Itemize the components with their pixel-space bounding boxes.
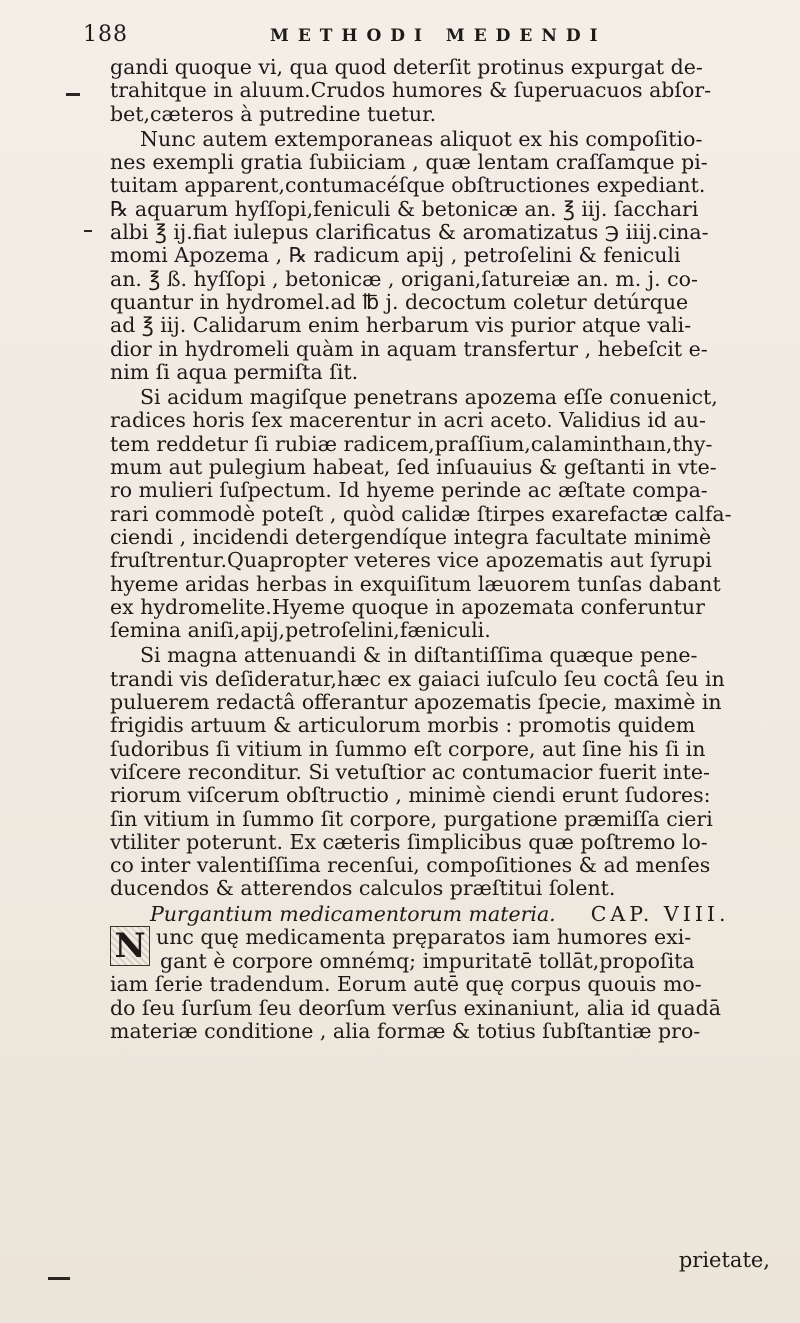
text-line: quantur in hydromel.ad ℔ j. decoctum coletur detúrque bbox=[110, 290, 689, 314]
text-line: ſin vitium in ſummo ſit corpore, purgatione præmiſſa cieri bbox=[110, 807, 713, 831]
text-line: ℞ aquarum hyſſopi,feniculi & betonicæ an. ℥ iij. ſacchari bbox=[110, 197, 699, 221]
text-line: gandi quoque vi, qua quod deterſit protinus expurgat de- bbox=[110, 56, 703, 79]
text-line: dior in hydromeli quàm in aquam transfertur , hebeſcit e- bbox=[110, 337, 708, 361]
text-line: ſudoribus ſi vitium in ſummo eſt corpore, aut ſine his ſi in bbox=[110, 737, 706, 761]
text-line: frigidis artuum & articulorum morbis : promotis quidem bbox=[110, 714, 696, 738]
text-line: ad ℥ iij. Calidarum enim herbarum vis purior atque vali- bbox=[110, 314, 692, 338]
chapter-heading: Purgantium medicamentorum materia. bbox=[150, 902, 556, 926]
text-line: Nunc autem extemporaneas aliquot ex his compoſitio- bbox=[140, 127, 703, 151]
drop-cap-initial: N bbox=[110, 926, 150, 966]
catchword: prietate, bbox=[678, 1248, 770, 1272]
text-line: Si magna attenuandi & in diſtantiſſima quæque pene- bbox=[140, 644, 698, 668]
text-line: ro mulieri ſuſpectum. Id hyeme perinde ac æſtate compa- bbox=[110, 479, 708, 503]
text-line: materiæ conditione , alia formæ & totius ſubſtantiæ pro- bbox=[110, 1019, 701, 1043]
text-line: nim ſi aqua permiſta ſit. bbox=[110, 360, 359, 384]
text-line: vtiliter poterunt. Ex cæteris ſimplicibus quæ poſtremo lo- bbox=[110, 830, 708, 854]
text-line: rari commodè poteſt , quòd calidæ ſtirpes exarefactæ calfa- bbox=[110, 502, 732, 526]
margin-dash-mark bbox=[84, 230, 92, 232]
text-line: ducendos & atterendos calculos præſtitui ſolent. bbox=[110, 877, 616, 901]
text-line: gant è corpore omnémq; impuritatē tollāt,propoſita bbox=[160, 949, 695, 973]
text-line: tem reddetur ſi rubiæ radicem,praſſium,calaminthaın,thy- bbox=[110, 432, 713, 456]
main-text bbox=[110, 56, 790, 1043]
text-line: do ſeu ſurſum ſeu deorſum verſus exinaniunt, alia id quadā bbox=[110, 996, 721, 1020]
text-line: viſcere reconditur. Si vetuſtior ac contumacior fuerit inte- bbox=[110, 760, 710, 784]
text-line: radices horis ſex macerentur in acri aceto. Validius id au- bbox=[110, 409, 706, 433]
text-line: bet,cæteros à putredine tuetur. bbox=[110, 102, 437, 126]
text-line: riorum viſcerum obſtructio , minimè ciendi erunt ſudores: bbox=[110, 784, 711, 808]
text-line: momi Apozema , ℞ radicum apij , petroſelini & feniculi bbox=[110, 244, 681, 268]
text-line: co inter valentiſſima recenſui, compoſitiones & ad menſes bbox=[110, 854, 711, 878]
text-line: tuitam apparent,contumacéſque obſtructiones expediant. bbox=[110, 174, 706, 198]
text-line: Si acidum magiſque penetrans apozema eſſe conuenict, bbox=[140, 386, 718, 410]
text-line: fruſtrentur.Quapropter veteres vice apozematis aut ſyrupi bbox=[110, 549, 712, 573]
text-line: albi ℥ ij.fiat iulepus clarificatus & aromatizatus ℈ iiij.cina- bbox=[110, 221, 709, 245]
text-line: mum aut pulegium habeat, ſed inſuauius & geſtanti in vte- bbox=[110, 456, 717, 480]
margin-dash-mark bbox=[48, 1277, 70, 1280]
text-line: trahitque in aluum.Crudos humores & ſuperuacuos abſor- bbox=[110, 79, 712, 103]
chapter-number: CAP. VIII. bbox=[590, 902, 730, 926]
page-number: 188 bbox=[83, 22, 128, 47]
text-line: iam ſerie tradendum. Eorum autē quę corpus quouis mo- bbox=[110, 973, 702, 997]
text-line: ciendi , incidendi detergendíque integra facultate minimè bbox=[110, 525, 712, 549]
text-line: an. ℥ ß. hyſſopi , betonicæ , origani,ſatureiæ an. m. j. co- bbox=[110, 267, 698, 291]
text-line: ex hydromelite.Hyeme quoque in apozemata conferuntur bbox=[110, 595, 705, 619]
text-line: ſemina aniſi,apij,petroſelini,fæniculi. bbox=[110, 619, 491, 643]
chapter-heading-line bbox=[110, 903, 790, 926]
text-line: unc quę medicamenta pręparatos iam humores exi- bbox=[156, 924, 692, 949]
text-line: hyeme aridas herbas in exquiſitum læuorem tunſas dabant bbox=[110, 572, 721, 596]
text-line: puluerem redactâ offerantur apozematis ſpecie, maximè in bbox=[110, 691, 722, 715]
margin-dash-mark bbox=[66, 93, 80, 96]
text-line: trandi vis deſideratur,hæc ex gaiaci iuſculo ſeu coctâ ſeu in bbox=[110, 667, 725, 691]
text-line: nes exempli gratia ſubiiciam , quæ lentam craſſamque pi- bbox=[110, 151, 708, 175]
running-title: METHODI MEDENDI bbox=[270, 26, 607, 46]
